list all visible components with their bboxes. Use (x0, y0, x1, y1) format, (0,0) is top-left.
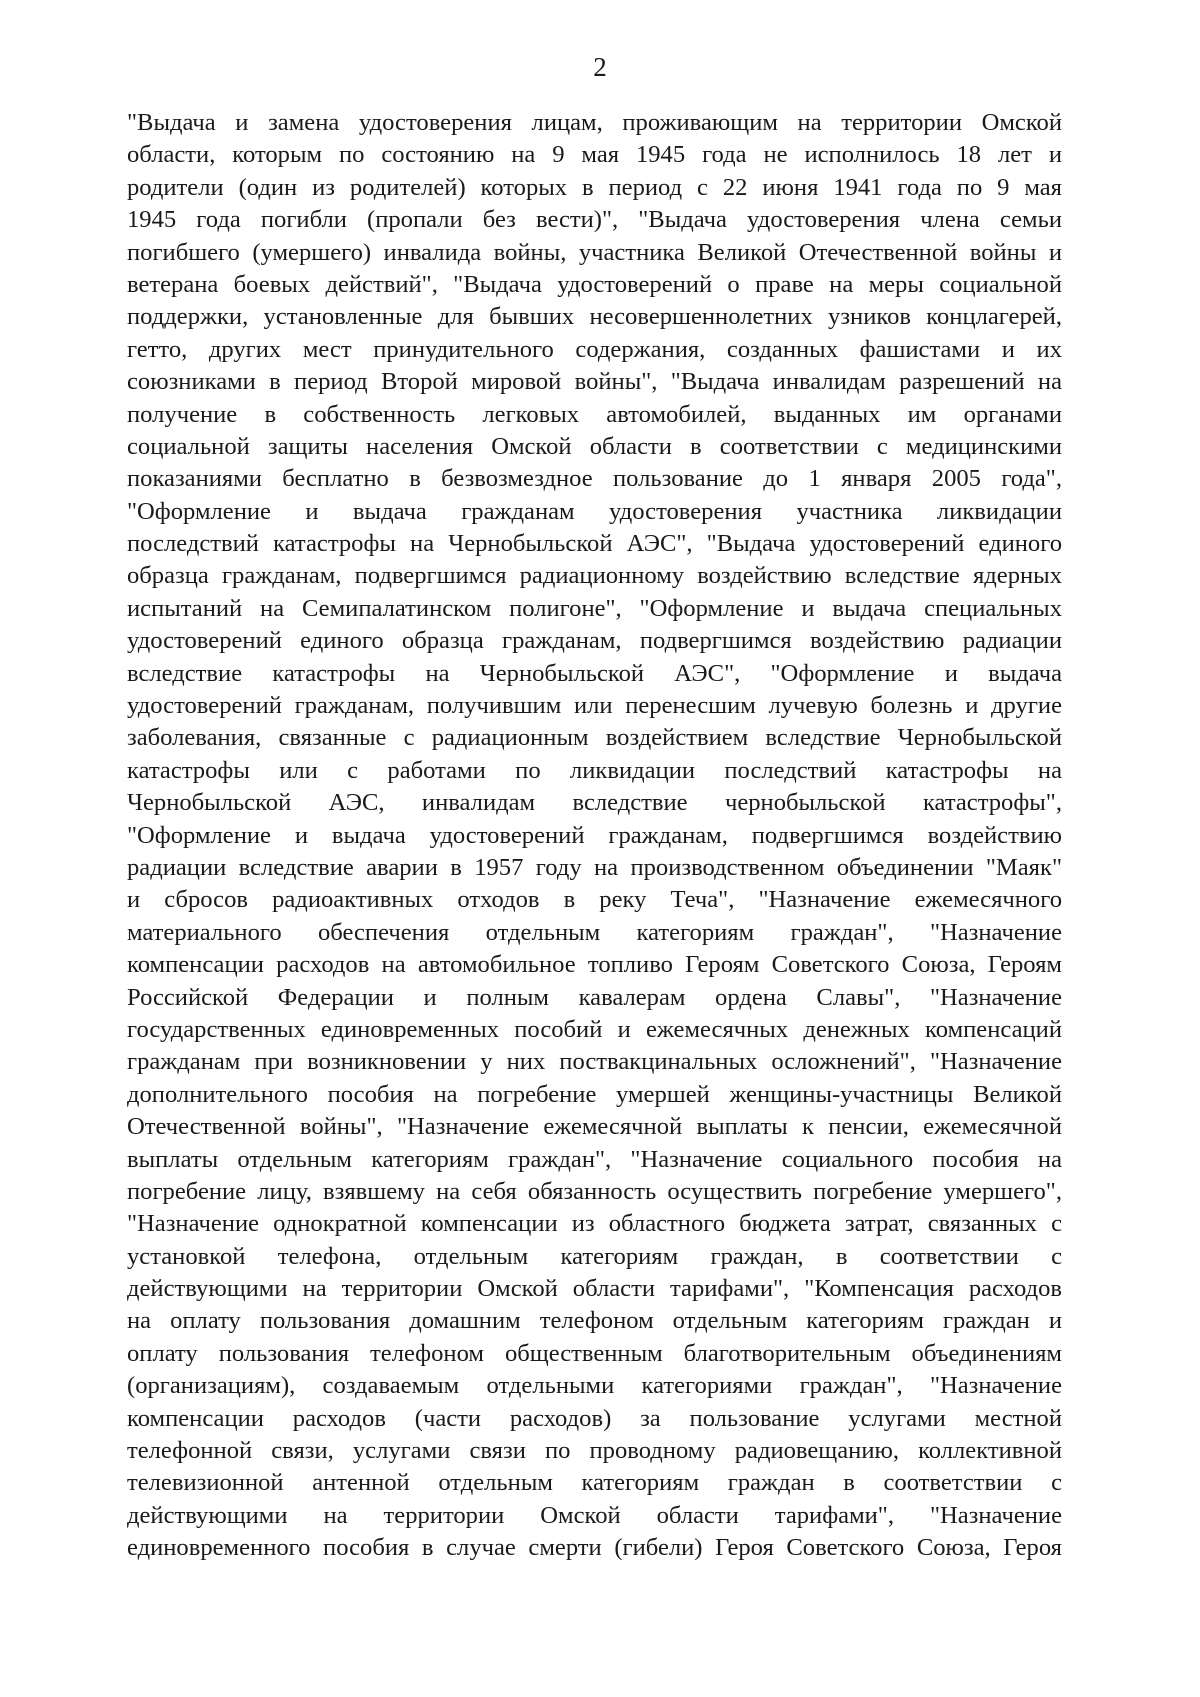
text-line: "Оформление и выдача удостоверений гражданам, подвергшимся воздействию (127, 821, 1062, 849)
text-line: вследствие катастрофы на Чернобыльской АЭС", "Оформление и выдача (127, 659, 1062, 687)
text-line: гетто, других мест принудительного содержания, созданных фашистами и их (127, 335, 1062, 363)
text-line: ветерана боевых действий", "Выдача удостоверений о праве на меры социальной (127, 270, 1062, 298)
text-line: телефонной связи, услугами связи по проводному радиовещанию, коллективной (127, 1437, 1062, 1465)
text-line: и сбросов радиоактивных отходов в реку Теча", "Назначение ежемесячного (127, 886, 1062, 914)
text-line: погибшего (умершего) инвалида войны, участника Великой Отечественной войны и (127, 238, 1062, 266)
text-line: показаниями бесплатно в безвозмездное пользование до 1 января 2005 года", (127, 465, 1062, 493)
text-line: компенсации расходов (части расходов) за пользование услугами местной (127, 1404, 1062, 1432)
text-line: материального обеспечения отдельным категориям граждан", "Назначение (127, 918, 1062, 946)
text-line: заболевания, связанные с радиационным воздействием вследствие Чернобыльской (127, 724, 1062, 752)
text-line: погребение лицу, взявшему на себя обязанность осуществить погребение умершего", (127, 1177, 1062, 1205)
text-line: социальной защиты населения Омской области в соответствии с медицинскими (127, 432, 1062, 460)
text-line: оплату пользования телефоном общественным благотворительным объединениям (127, 1339, 1062, 1367)
text-line: области, которым по состоянию на 9 мая 1945 года не исполнилось 18 лет и (127, 141, 1062, 169)
text-line: Отечественной войны", "Назначение ежемесячной выплаты к пенсии, ежемесячной (127, 1113, 1062, 1141)
text-line: образца гражданам, подвергшимся радиационному воздействию вследствие ядерных (127, 562, 1062, 590)
text-line: радиации вследствие аварии в 1957 году на производственном объединении "Маяк" (127, 853, 1062, 881)
text-line: "Оформление и выдача гражданам удостоверения участника ликвидации (127, 497, 1062, 525)
text-line: испытаний на Семипалатинском полигоне", "Оформление и выдача специальных (127, 594, 1062, 622)
text-line: на оплату пользования домашним телефоном отдельным категориям граждан и (127, 1307, 1062, 1335)
text-line: 1945 года погибли (пропали без вести)", "Выдача удостоверения члена семьи (127, 206, 1062, 234)
page-number: 2 (593, 52, 607, 82)
text-line: компенсации расходов на автомобильное топливо Героям Советского Союза, Героям (127, 951, 1062, 979)
text-line: катастрофы или с работами по ликвидации последствий катастрофы на (127, 756, 1062, 784)
document-body-text (127, 107, 1062, 1565)
text-line: телевизионной антенной отдельным категориям граждан в соответствии с (127, 1469, 1062, 1497)
text-line: последствий катастрофы на Чернобыльской АЭС", "Выдача удостоверений единого (127, 530, 1062, 558)
text-line: удостоверений гражданам, получившим или перенесшим лучевую болезнь и другие (127, 692, 1062, 720)
text-line: действующими на территории Омской области тарифами", "Компенсация расходов (127, 1275, 1062, 1303)
text-line: Российской Федерации и полным кавалерам ордена Славы", "Назначение (127, 983, 1062, 1011)
text-line: действующими на территории Омской области тарифами", "Назначение (127, 1501, 1062, 1529)
text-line: единовременного пособия в случае смерти (гибели) Героя Советского Союза, Героя (127, 1534, 1062, 1562)
text-line: (организациям), создаваемым отдельными категориями граждан", "Назначение (127, 1372, 1062, 1400)
text-line: установкой телефона, отдельным категориям граждан, в соответствии с (127, 1242, 1062, 1270)
text-line: выплаты отдельным категориям граждан", "Назначение социального пособия на (127, 1145, 1062, 1173)
text-line: "Назначение однократной компенсации из областного бюджета затрат, связанных с (127, 1210, 1062, 1238)
text-line: "Выдача и замена удостоверения лицам, проживающим на территории Омской (127, 109, 1062, 136)
text-line: поддержки, установленные для бывших несовершеннолетних узников концлагерей, (127, 303, 1062, 331)
text-line: получение в собственность легковых автомобилей, выданных им органами (127, 400, 1062, 428)
text-line: государственных единовременных пособий и ежемесячных денежных компенсаций (127, 1015, 1062, 1043)
text-line: гражданам при возникновении у них поствакцинальных осложнений", "Назначение (127, 1048, 1062, 1076)
text-line: родители (один из родителей) которых в период с 22 июня 1941 года по 9 мая (127, 173, 1062, 201)
text-line: Чернобыльской АЭС, инвалидам вследствие чернобыльской катастрофы", (127, 789, 1062, 817)
text-line: дополнительного пособия на погребение умершей женщины-участницы Великой (127, 1080, 1062, 1108)
text-line: удостоверений единого образца гражданам, подвергшимся воздействию радиации (127, 627, 1062, 655)
text-line: союзниками в период Второй мировой войны", "Выдача инвалидам разрешений на (127, 368, 1062, 396)
